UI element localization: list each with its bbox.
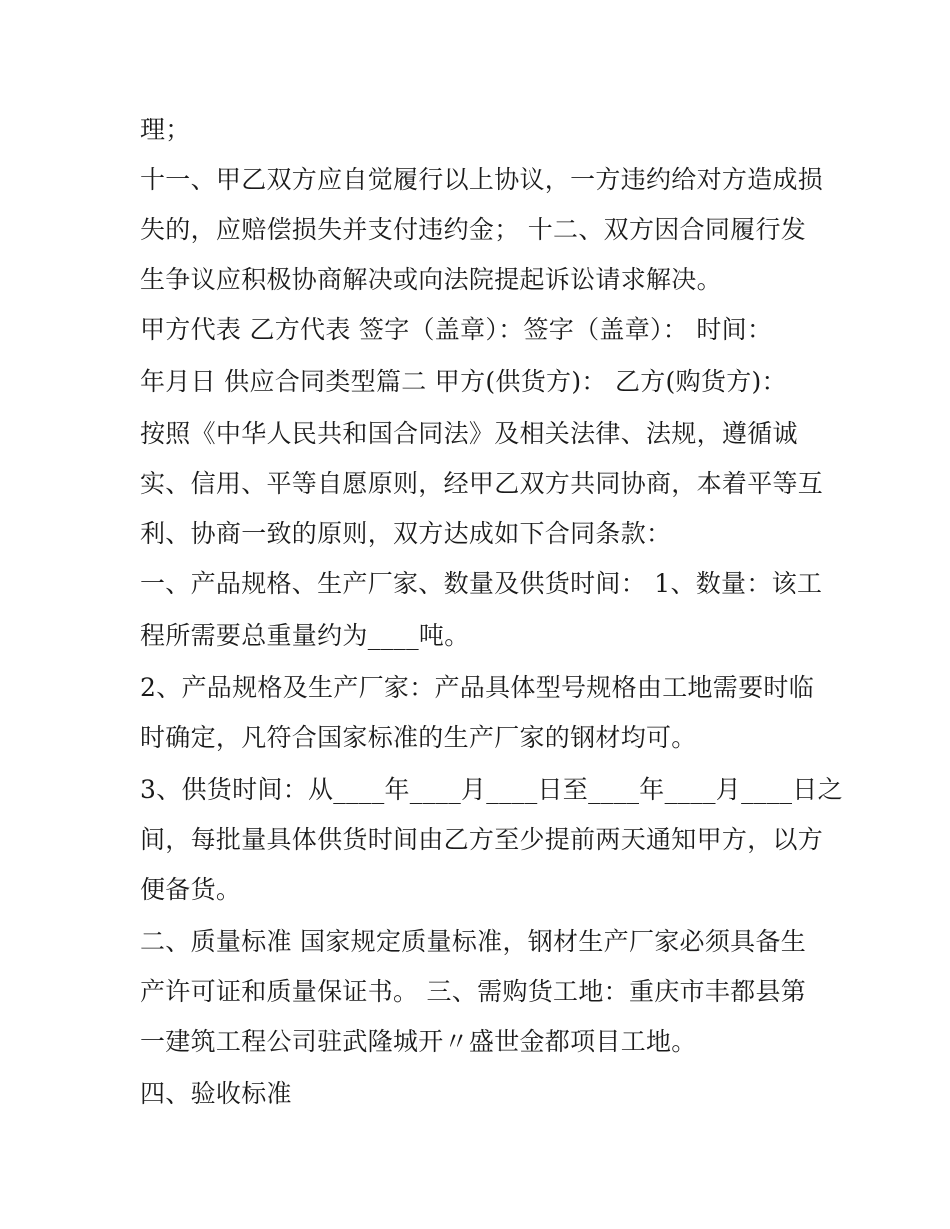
- text-line: 失的，应赔偿损失并支付违约金； 十二、双方因合同履行发: [140, 215, 807, 244]
- text-line: 间，每批量具体供货时间由乙方至少提前两天通知甲方，以方: [140, 825, 824, 854]
- text-line: 十一、甲乙双方应自觉履行以上协议，一方违约给对方造成损: [140, 165, 824, 194]
- text-line: 按照《中华人民共和国合同法》及相关法律、法规，遵循诚: [140, 419, 798, 448]
- text-line: 3、供货时间：从____年____月____日至____年____月____日之: [140, 775, 843, 804]
- text-line: 一、产品规格、生产厂家、数量及供货时间： 1、数量：该工: [140, 569, 823, 598]
- text-line: 便备货。: [140, 875, 242, 904]
- text-line: 利、协商一致的原则，双方达成如下合同条款：: [140, 519, 672, 548]
- text-line: 年月日 供应合同类型篇二 甲方(供货方)： 乙方(购货方)：: [140, 367, 787, 396]
- text-line: 产许可证和质量保证书。 三、需购货工地：重庆市丰都县第: [140, 977, 807, 1006]
- text-line: 实、信用、平等自愿原则，经甲乙双方共同协商，本着平等互: [140, 469, 824, 498]
- text-line: 2、产品规格及生产厂家：产品具体型号规格由工地需要时临: [140, 673, 815, 702]
- text-line: 甲方代表 乙方代表 签字（盖章）：签字（盖章）： 时间：: [140, 315, 773, 344]
- text-line: 时确定，凡符合国家标准的生产厂家的钢材均可。: [140, 723, 697, 752]
- text-line: 程所需要总重量约为____吨。: [140, 621, 470, 650]
- text-line: 四、验收标准: [140, 1079, 292, 1108]
- text-line: 一建筑工程公司驻武隆城开〃盛世金都项目工地。: [140, 1027, 697, 1056]
- text-line: 理；: [140, 115, 191, 144]
- text-line: 生争议应积极协商解决或向法院提起诉讼请求解决。: [140, 265, 722, 294]
- text-line: 二、质量标准 国家规定质量标准，钢材生产厂家必须具备生: [140, 927, 807, 956]
